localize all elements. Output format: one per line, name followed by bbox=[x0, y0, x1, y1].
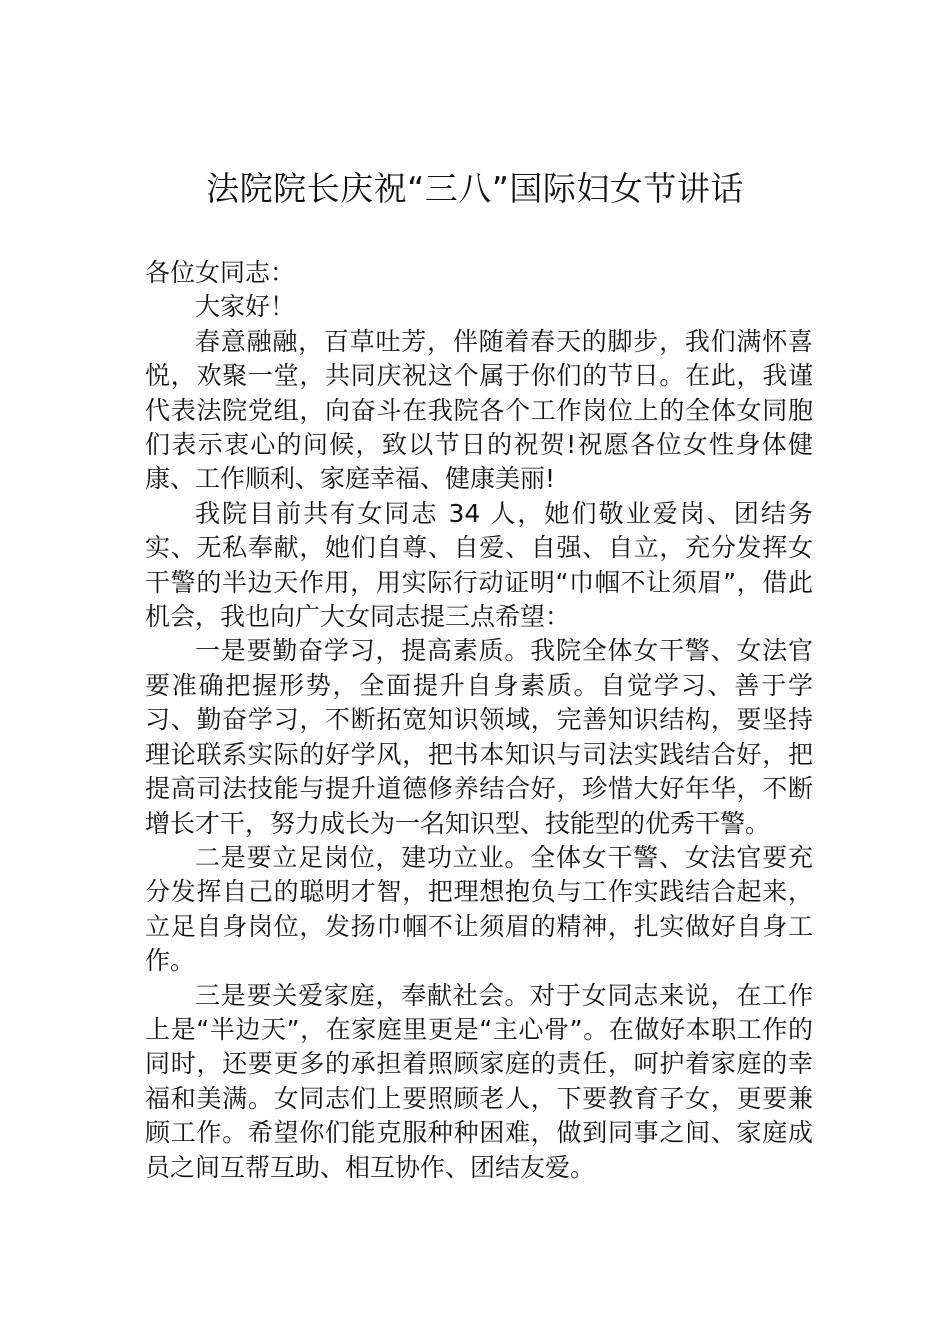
greeting: 大家好！ bbox=[195, 292, 296, 322]
document-body bbox=[145, 256, 813, 1185]
document-title: 法院院长庆祝“三八”国际妇女节讲话 bbox=[206, 169, 744, 208]
paragraph-hope-three: 三是要关爱家庭，奉献社会。对于女同志来说，在工作上是“半边天”，在家庭里更是“主心骨”。在做好本职工作的同时，还要更多的承担着照顾家庭的责任，呵护着家庭的幸福和美满。女同志们上要照顾老人，下要教育子女，更要兼顾工作。希望你们能克服种种困难，做到同事之间、家庭成员之间互帮互助、相互协作、团结友爱。 bbox=[145, 980, 813, 1182]
paragraph-staff: 我院目前共有女同志 34 人，她们敬业爱岗、团结务实、无私奉献，她们自尊、自爱、自强、自立，充分发挥女干警的半边天作用，用实际行动证明“巾帼不让须眉”，借此机会，我也向广大女同志提三点希望： bbox=[145, 498, 813, 632]
paragraph-opening: 春意融融，百草吐芳，伴随着春天的脚步，我们满怀喜悦，欢聚一堂，共同庆祝这个属于你们的节日。在此，我谨代表法院党组，向奋斗在我院各个工作岗位上的全体女同胞们表示衷心的问候，致以节日的祝贺!祝愿各位女性身体健康、工作顺利、家庭幸福、健康美丽! bbox=[145, 326, 813, 494]
salutation: 各位女同志： bbox=[145, 258, 296, 287]
paragraph-hope-one: 一是要勤奋学习，提高素质。我院全体女干警、女法官要准确把握形势，全面提升自身素质。自觉学习、善于学习、勤奋学习，不断拓宽知识领域，完善知识结构，要坚持理论联系实际的好学风，把书本知识与司法实践结合好，把提高司法技能与提升道德修养结合好，珍惜大好年华，不断增长才干，努力成长为一名知识型、技能型的优秀干警。 bbox=[145, 636, 813, 838]
paragraph-hope-two: 二是要立足岗位，建功立业。全体女干警、女法官要充分发挥自己的聪明才智，把理想抱负与工作实践结合起来，立足自身岗位，发扬巾帼不让须眉的精神，扎实做好自身工作。 bbox=[145, 842, 813, 976]
